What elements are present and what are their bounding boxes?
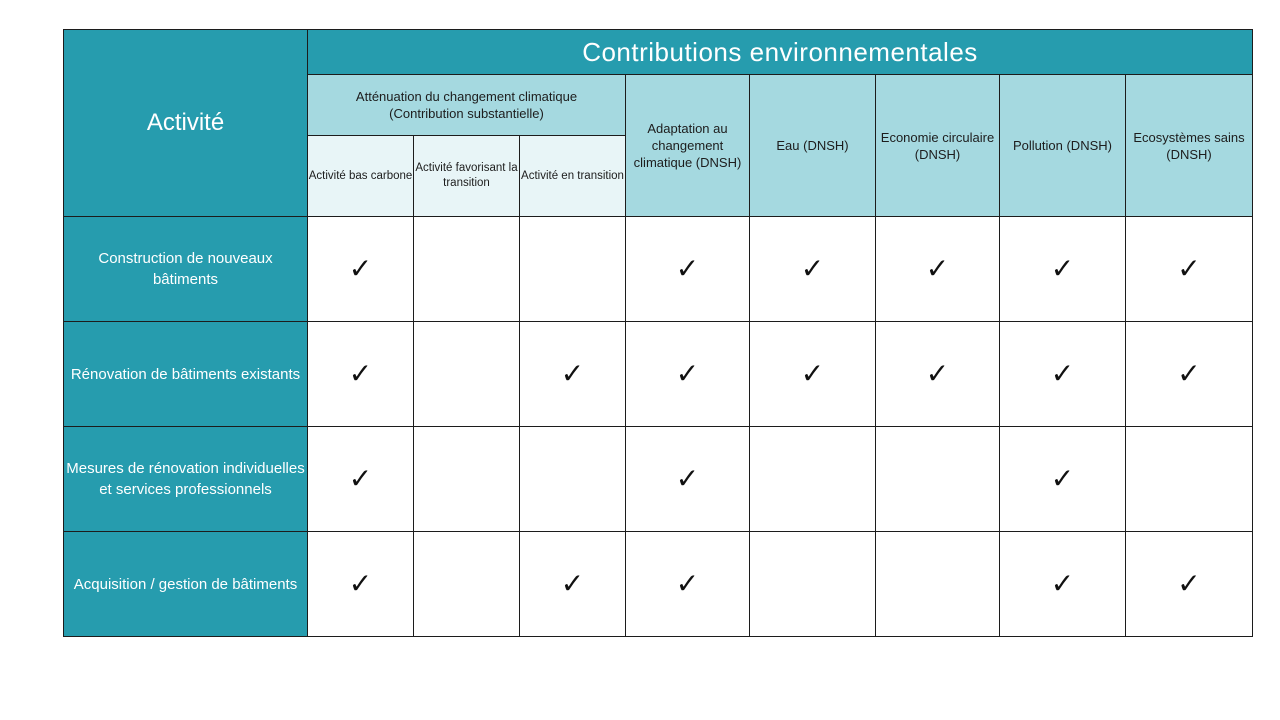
- contributions-header: Contributions environnementales: [308, 30, 1253, 75]
- enabling-header: Activité favorisant la transition: [414, 136, 520, 217]
- checkmark-icon: ✓: [1177, 357, 1201, 390]
- table-body: [64, 217, 1253, 637]
- checkmark-icon: ✓: [560, 357, 585, 390]
- activity-header: Activité: [64, 30, 308, 217]
- table-row: [64, 427, 1253, 532]
- circular-economy-header: Economie circulaire (DNSH): [876, 75, 1000, 217]
- table-cell: [1126, 427, 1253, 532]
- checkmark-icon: ✓: [348, 357, 373, 390]
- activity-label: Acquisition / gestion de bâtiments: [64, 532, 308, 637]
- checkmark-icon: ✓: [1050, 357, 1075, 390]
- checkmark-icon: ✓: [1050, 462, 1075, 495]
- table-cell: [520, 322, 626, 427]
- activity-label: Construction de nouveaux bâtiments: [64, 217, 308, 322]
- checkmark-icon: ✓: [800, 357, 825, 390]
- table-cell: [750, 322, 876, 427]
- table-cell: [520, 217, 626, 322]
- checkmark-icon: ✓: [348, 252, 373, 285]
- checkmark-icon: ✓: [925, 252, 950, 285]
- table-cell: [876, 322, 1000, 427]
- table-cell: [414, 322, 520, 427]
- table-cell: [308, 322, 414, 427]
- table-cell: [876, 217, 1000, 322]
- table-cell: [626, 322, 750, 427]
- pollution-header: Pollution (DNSH): [1000, 75, 1126, 217]
- table-cell: [1000, 532, 1126, 637]
- attenuation-header: [308, 75, 626, 136]
- checkmark-icon: ✓: [675, 462, 700, 495]
- attenuation-subtitle: (Contribution substantielle): [389, 106, 544, 121]
- table-cell: [876, 532, 1000, 637]
- table-cell: [414, 217, 520, 322]
- table-cell: [1000, 217, 1126, 322]
- table-cell: [1126, 217, 1253, 322]
- table-row: [64, 217, 1253, 322]
- table-cell: [626, 217, 750, 322]
- checkmark-icon: ✓: [1177, 252, 1201, 285]
- checkmark-icon: ✓: [560, 567, 585, 600]
- checkmark-icon: ✓: [675, 252, 700, 285]
- table-cell: [876, 427, 1000, 532]
- checkmark-icon: ✓: [800, 252, 825, 285]
- table-cell: [1000, 322, 1126, 427]
- transition-header: Activité en transition: [520, 136, 626, 217]
- checkmark-icon: ✓: [1177, 567, 1201, 600]
- table-cell: [1000, 427, 1126, 532]
- table-cell: [308, 217, 414, 322]
- table-cell: [1126, 532, 1253, 637]
- checkmark-icon: ✓: [925, 357, 950, 390]
- taxonomy-table: [63, 29, 1253, 637]
- table-row: [64, 532, 1253, 637]
- table-cell: [308, 532, 414, 637]
- table-cell: [626, 427, 750, 532]
- activity-label: Rénovation de bâtiments existants: [64, 322, 308, 427]
- adaptation-header: Adaptation au changement climatique (DNSH): [626, 75, 750, 217]
- ecosystems-header: Ecosystèmes sains (DNSH): [1126, 75, 1253, 217]
- water-header: Eau (DNSH): [750, 75, 876, 217]
- table-cell: [750, 532, 876, 637]
- checkmark-icon: ✓: [1050, 252, 1075, 285]
- checkmark-icon: ✓: [1050, 567, 1075, 600]
- table-cell: [520, 427, 626, 532]
- table-cell: [750, 427, 876, 532]
- low-carbon-header: Activité bas carbone: [308, 136, 414, 217]
- checkmark-icon: ✓: [348, 567, 373, 600]
- table-cell: [414, 427, 520, 532]
- table-cell: [750, 217, 876, 322]
- table-row: [64, 322, 1253, 427]
- attenuation-title: Atténuation du changement climatique: [355, 89, 578, 104]
- checkmark-icon: ✓: [348, 462, 373, 495]
- checkmark-icon: ✓: [675, 567, 700, 600]
- table-cell: [308, 427, 414, 532]
- table-cell: [520, 532, 626, 637]
- table-cell: [1126, 322, 1253, 427]
- checkmark-icon: ✓: [675, 357, 700, 390]
- activity-label: Mesures de rénovation individuelles et services professionnels: [64, 427, 308, 532]
- table-cell: [414, 532, 520, 637]
- table-cell: [626, 532, 750, 637]
